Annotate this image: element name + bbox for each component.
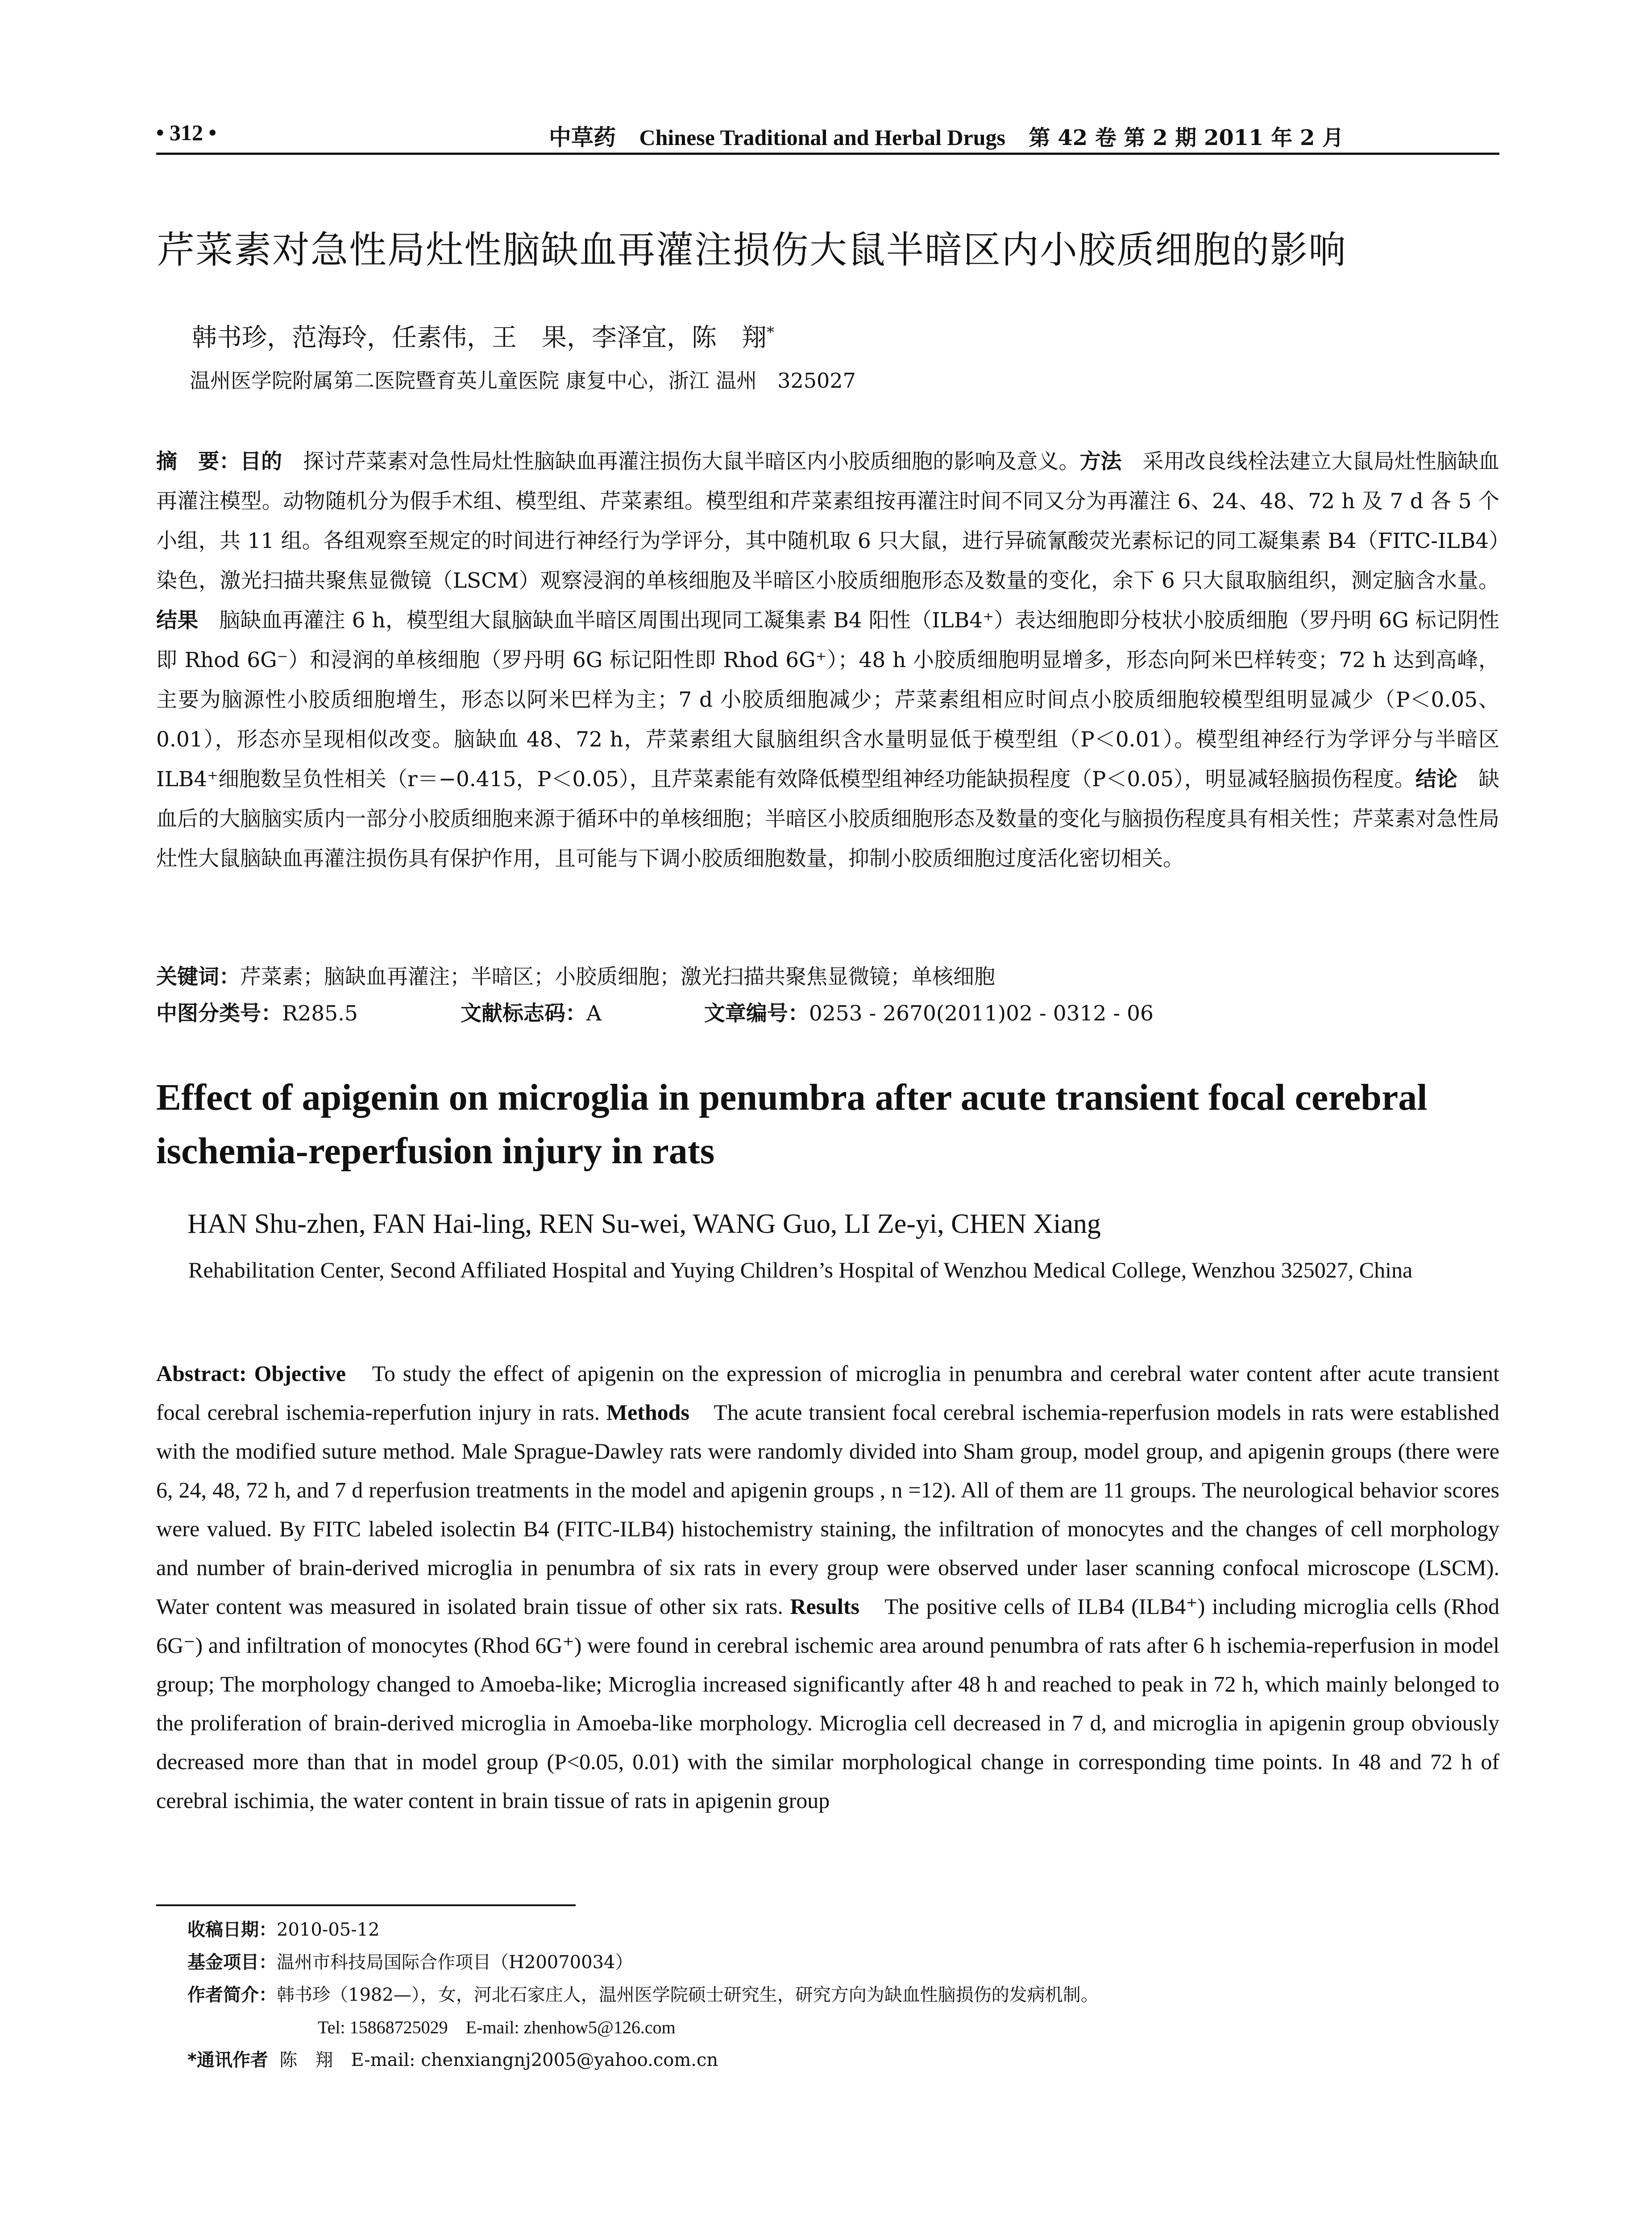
- results-text-cn: 脑缺血再灌注 6 h，模型组大鼠脑缺血半暗区周围出现同工凝集素 B4 阳性（ILB4⁺）表达细胞即分枝状小胶质细胞（罗丹明 6G 标记阴性即 Rhod 6G⁻）和浸润的单核细胞（罗丹明 6G 标记阳性即 Rhod 6G⁺）；48 h 小胶质细胞明显增多，形态向阿米巴样转变；72 h 达到高峰，主要为脑源性小胶质细胞增生，形态以阿米巴样为主；7 d 小胶质细胞减少；芹菜素组相应时间点小胶质细胞较模型组明显减少（P＜0.05、0.01），形态亦呈现相似改变。脑缺血 48、72 h，芹菜素组大鼠脑组织含水量明显低于模型组（P＜0.01）。模型组神经行为学评分与半暗区 ILB4⁺细胞数呈负性相关（r＝−0.415，P＜0.05），且芹菜素能有效降低模型组神经功能缺损程度（P＜0.05），明显减轻脑损伤程度。: [156, 608, 1499, 792]
- doc-code-label: 文献标志码：: [460, 1001, 586, 1026]
- english-abstract: [156, 1354, 1499, 1820]
- article-no-value: 0253 - 2670(2011)02 - 0312 - 06: [809, 1001, 1154, 1026]
- received-date: 2010-05-12: [277, 1920, 380, 1940]
- chinese-abstract: [156, 442, 1499, 879]
- footnote-corresponding: [187, 2047, 718, 2073]
- results-label-cn: 结果: [156, 608, 199, 633]
- objective-text-en: To study the effect of apigenin on the expression of microglia in penumbra and cerebral water content after acute transient focal cerebral ischemia-reperfution injury in rats.: [156, 1361, 1499, 1425]
- fund-label: 基金项目：: [187, 1952, 277, 1973]
- footnote-contact: Tel: 15868725029 E-mail: zhenhow5@126.com: [318, 2017, 676, 2037]
- corr-text: 陈 翔 E-mail: chenxiangnj2005@yahoo.com.cn: [279, 2050, 718, 2070]
- english-title: Effect of apigenin on microglia in penumbra after acute transient focal cerebral ischemia-reperfusion injury in rats: [156, 1077, 1428, 1172]
- methods-text-cn: 采用改良线栓法建立大鼠局灶性脑缺血再灌注模型。动物随机分为假手术组、模型组、芹菜素组。模型组和芹菜素组按再灌注时间不同又分为再灌注 6、24、48、72 h 及 7 d 各 5 个小组，共 11 组。各组观察至规定的时间进行神经行为学评分，其中随机取 6 只大鼠，进行异硫氰酸荧光素标记的同工凝集素 B4（FITC-ILB4）染色，激光扫描共聚焦显微镜（LSCM）观察浸润的单核细胞及半暗区小胶质细胞形态及数量的变化，余下 6 只大鼠取脑组织，测定脑含水量。: [156, 449, 1500, 593]
- keywords-label: 关键词：: [156, 965, 240, 989]
- results-text-en: The positive cells of ILB4 (ILB4⁺) including microglia cells (Rhod 6G⁻) and infiltration of monocytes (Rhod 6G⁺) were found in cerebral ischemic area around penumbra of rats after 6 h ischemia-reperfusion in model group; The morphology changed to Amoeba-like; Microglia increased significantly after 48 h and reached to peak in 72 h, which mainly belonged to the proliferation of brain-derived microglia in Amoeba-like morphology. Microglia cell decreased in 7 d, and microglia in apigenin group obviously decreased more than that in model group (P<0.05, 0.01) with the similar morphological change in corresponding time points. In 48 and 72 h of cerebral ischimia, the water content in brain tissue of rats in apigenin group: [156, 1594, 1499, 1813]
- english-authors: HAN Shu-zhen, FAN Hai-ling, REN Su-wei, WANG Guo, LI Ze-yi, CHEN Xiang: [187, 1209, 1101, 1239]
- abstract-label-cn: 摘 要：: [156, 449, 241, 474]
- footnote-received: [187, 1916, 380, 1943]
- classification-line: [156, 996, 1499, 1032]
- objective-label-cn: 目的: [240, 449, 282, 474]
- header-divider: [156, 153, 1499, 155]
- footnote-divider: [156, 1904, 576, 1906]
- conclusion-text-cn: 缺血后的大脑脑实质内一部分小胶质细胞来源于循环中的单核细胞；半暗区小胶质细胞形态及数量的变化与脑损伤程度具有相关性；芹菜素对急性局灶性大鼠脑缺血再灌注损伤具有保护作用，且可能与下调小胶质细胞数量，抑制小胶质细胞过度活化密切相关。: [156, 767, 1500, 871]
- methods-label-en: Methods: [606, 1400, 689, 1425]
- chinese-author-list: 韩书珍，范海玲，任素伟，王 果，李泽宜，陈 翔: [192, 323, 767, 352]
- received-label: 收稿日期：: [187, 1920, 277, 1940]
- journal-name-cn: 中草药: [549, 124, 616, 150]
- running-header: [156, 120, 1499, 155]
- footnote-author-bio: [187, 1982, 1099, 2008]
- journal-line: [549, 120, 1344, 152]
- english-affiliation: Rehabilitation Center, Second Affiliated Hospital and Yuying Children’s Hospital of Wenzhou Medical College, Wenzhou 325027, China: [188, 1257, 1413, 1282]
- clc-value: R285.5: [282, 1001, 358, 1026]
- results-label-en: Results: [790, 1594, 860, 1619]
- bio-label: 作者简介：: [187, 1985, 277, 2005]
- journal-name-en: Chinese Traditional and Herbal Drugs: [639, 125, 1005, 150]
- page-number: • 312 •: [156, 120, 217, 145]
- clc-label: 中图分类号：: [156, 1001, 282, 1026]
- footnote-fund: [187, 1949, 633, 1976]
- objective-text-cn: 探讨芹菜素对急性局灶性脑缺血再灌注损伤大鼠半暗区内小胶质细胞的影响及意义。: [282, 449, 1080, 474]
- corresponding-mark: *: [767, 323, 774, 341]
- keywords-text: 芹菜素；脑缺血再灌注；半暗区；小胶质细胞；激光扫描共聚焦显微镜；单核细胞: [240, 965, 995, 989]
- methods-label-cn: 方法: [1079, 449, 1122, 474]
- chinese-title: 芹菜素对急性局灶性脑缺血再灌注损伤大鼠半暗区内小胶质细胞的影响: [157, 228, 1347, 272]
- doc-code-value: A: [586, 1001, 602, 1026]
- abstract-label-en: Abstract: Objective: [156, 1361, 346, 1386]
- journal-issue: 第 42 卷 第 2 期 2011 年 2 月: [1029, 125, 1344, 150]
- corr-label: *通讯作者: [187, 2050, 268, 2070]
- bio-text: 韩书珍（1982—），女，河北石家庄人，温州医学院硕士研究生，研究方向为缺血性脑损伤的发病机制。: [277, 1985, 1099, 2005]
- article-no-label: 文章编号：: [704, 1001, 809, 1026]
- methods-text-en: The acute transient focal cerebral ischemia-reperfusion models in rats were established with the modified suture method. Male Sprague-Dawley rats were randomly divided into Sham group, model group, and apigenin groups (there were 6, 24, 48, 72 h, and 7 d reperfusion treatments in the model and apigenin groups , n =12). All of them are 11 groups. The neurological behavior scores were valued. By FITC labeled isolectin B4 (FITC-ILB4) histochemistry staining, the infiltration of monocytes and the changes of cell morphology and number of brain-derived microglia in penumbra of six rats in every group were observed under laser scanning confocal microscope (LSCM). Water content was measured in isolated brain tissue of other six rats.: [156, 1400, 1499, 1619]
- chinese-affiliation: 温州医学院附属第二医院暨育英儿童医院 康复中心，浙江 温州 325027: [190, 369, 856, 393]
- chinese-authors: [192, 315, 774, 356]
- conclusion-label-cn: 结论: [1415, 767, 1457, 792]
- keywords-line: [156, 959, 1499, 995]
- fund-text: 温州市科技局国际合作项目（H20070034）: [277, 1952, 633, 1973]
